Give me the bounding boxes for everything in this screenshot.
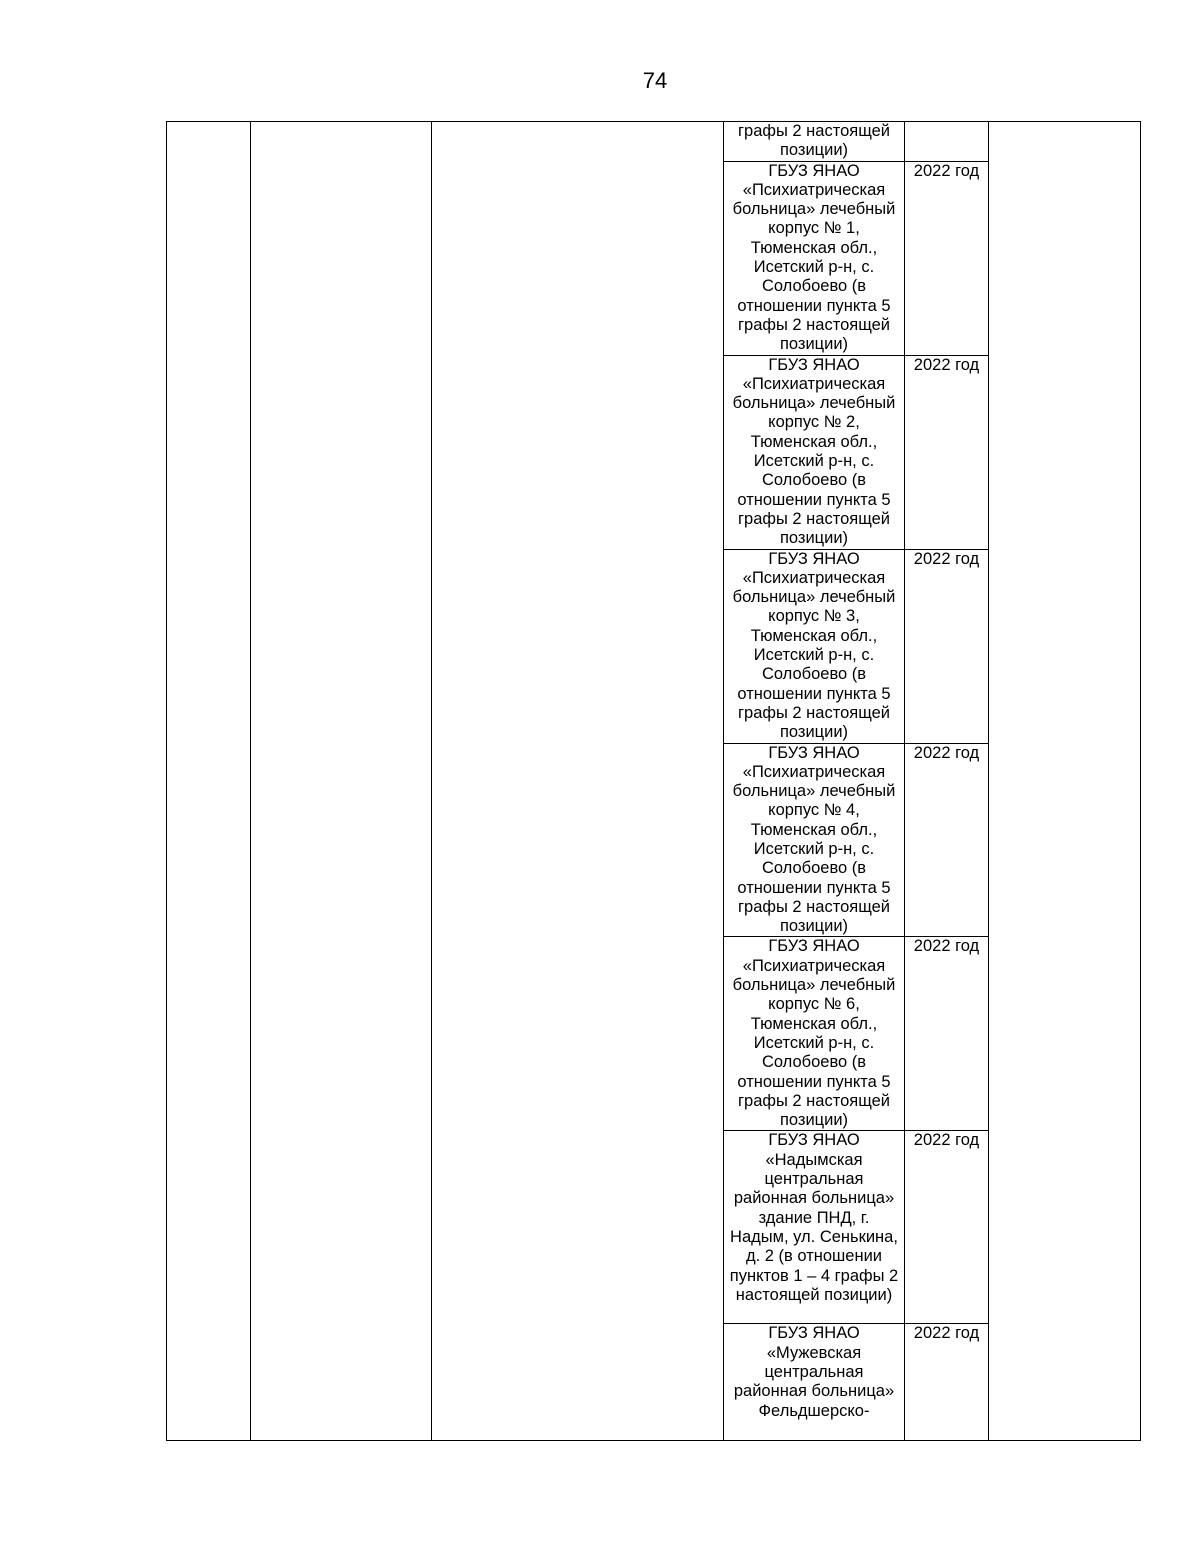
page-number: 74 [642, 68, 668, 93]
year-cell: 2022 год [905, 355, 989, 549]
col-3-cell [432, 122, 724, 1441]
year-cell: 2022 год [905, 937, 989, 1131]
col-6-cell [989, 122, 1141, 1441]
year-cell: 2022 год [905, 1131, 989, 1324]
document-table [166, 121, 1141, 1441]
year-cell: 2022 год [905, 1324, 989, 1441]
object-cell: ГБУЗ ЯНАО «Психиатрическая больница» лечебный корпус № 6, Тюменская обл., Исетский р-н, с. Солобоево (в отношении пункта 5 графы 2 настоящей позиции) [724, 937, 905, 1131]
col-2-cell [251, 122, 432, 1441]
year-cell: 2022 год [905, 549, 989, 743]
object-cell: ГБУЗ ЯНАО «Психиатрическая больница» лечебный корпус № 3, Тюменская обл., Исетский р-н, с. Солобоево (в отношении пункта 5 графы 2 настоящей позиции) [724, 549, 905, 743]
object-cell: ГБУЗ ЯНАО «Психиатрическая больница» лечебный корпус № 1, Тюменская обл., Исетский р-н, с. Солобоево (в отношении пункта 5 графы 2 настоящей позиции) [724, 161, 905, 355]
object-cell: ГБУЗ ЯНАО «Надымская центральная районная больница» здание ПНД, г. Надым, ул. Сенькина, д. 2 (в отношении пунктов 1 – 4 графы 2 настоящей позиции) [724, 1131, 905, 1324]
object-cell: ГБУЗ ЯНАО «Психиатрическая больница» лечебный корпус № 2, Тюменская обл., Исетский р-н, с. Солобоево (в отношении пункта 5 графы 2 настоящей позиции) [724, 355, 905, 549]
year-cell: 2022 год [905, 743, 989, 937]
object-cell: ГБУЗ ЯНАО «Психиатрическая больница» лечебный корпус № 4, Тюменская обл., Исетский р-н, с. Солобоево (в отношении пункта 5 графы 2 настоящей позиции) [724, 743, 905, 937]
year-cell [905, 122, 989, 162]
col-1-cell [167, 122, 251, 1441]
object-cell: ГБУЗ ЯНАО «Мужевская центральная районная больница» Фельдшерско- [724, 1324, 905, 1441]
object-cell: графы 2 настоящей позиции) [724, 122, 905, 162]
table-row-continuation [167, 122, 1141, 162]
year-cell: 2022 год [905, 161, 989, 355]
